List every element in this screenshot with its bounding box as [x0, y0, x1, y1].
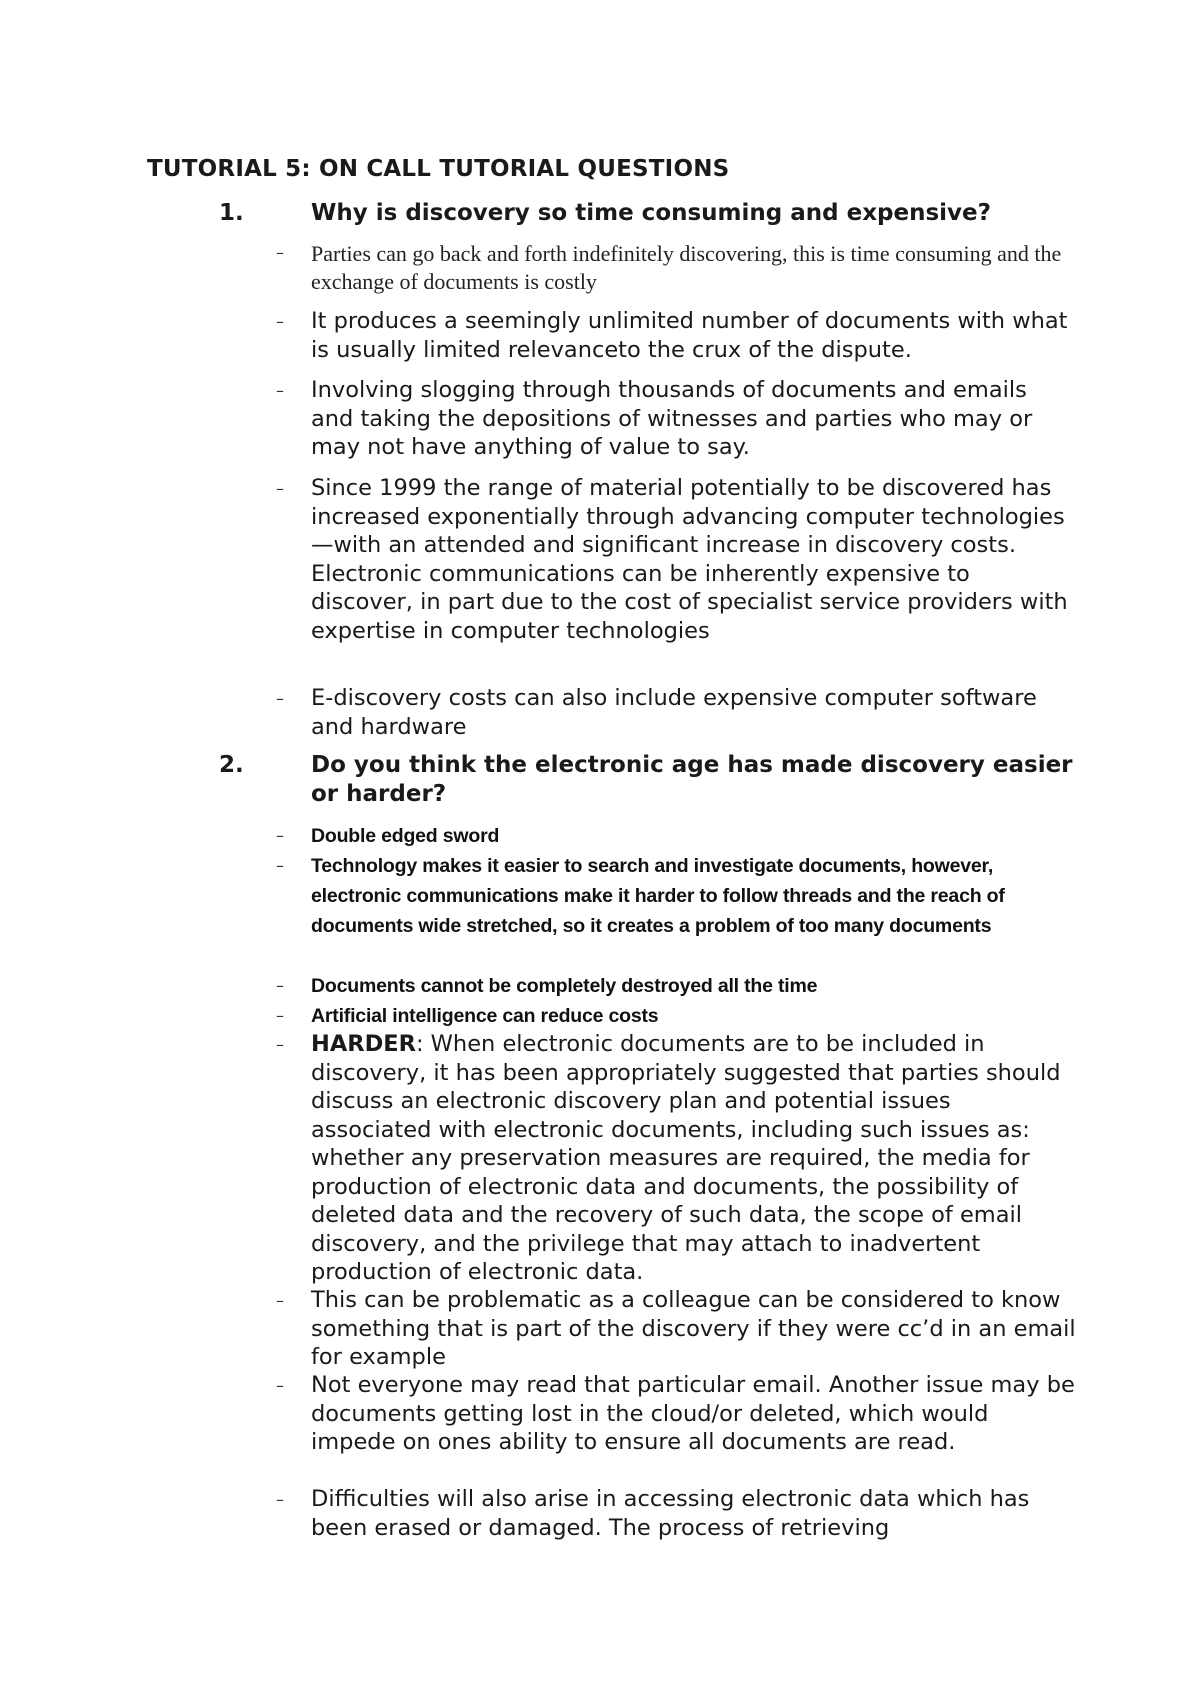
- bullet-dash: –: [276, 1006, 284, 1025]
- question-number: 1.: [219, 200, 244, 226]
- bullet-dash: –: [276, 1035, 284, 1054]
- answer-text: Technology makes it easier to search and investigate documents, however, electronic communications make it harder to follow threads and the reach of documents wide stretched, so it creates a problem of too many documents: [311, 855, 1005, 937]
- answer-text: Double edged sword: [311, 825, 500, 847]
- bullet-dash: –: [276, 976, 284, 995]
- answer-text: Involving slogging through thousands of documents and emails and taking the depositions of witnesses and parties who may or may not have anything of value to say.: [311, 377, 1033, 460]
- bullet-dash: –: [276, 312, 284, 331]
- answer-text: Artificial intelligence can reduce costs: [311, 1005, 659, 1027]
- answer-text: Documents cannot be completely destroyed all the time: [311, 975, 818, 997]
- answer-emphasis: HARDER: [311, 1031, 416, 1057]
- answer-text: This can be problematic as a colleague can be considered to know something that is part of the discovery if they were cc’d in an email for example: [311, 1287, 1076, 1370]
- bullet-dash: –: [276, 1490, 284, 1509]
- answer-text: Difficulties will also arise in accessing electronic data which has been erased or damaged. The process of retrieving: [311, 1486, 1030, 1541]
- bullet-dash: –: [276, 826, 284, 845]
- answer-text: Since 1999 the range of material potentially to be discovered has increased exponentially through advancing computer technologies—with an attended and significant increase in discovery costs. Electronic communications can be inherently expensive to discover, in part due to the cost of specialist service providers with expertise in computer technologies: [311, 475, 1068, 644]
- question-text: Why is discovery so time consuming and expensive?: [311, 200, 991, 226]
- bullet-dash: –: [276, 479, 284, 498]
- bullet-dash: –: [276, 1291, 284, 1310]
- answer-text: It produces a seemingly unlimited number of documents with what is usually limited relevanceto the crux of the dispute.: [311, 308, 1068, 363]
- answer-text: E-discovery costs can also include expensive computer software and hardware: [311, 685, 1037, 740]
- bullet-dash: –: [276, 381, 284, 400]
- bullet-dash: –: [276, 1376, 284, 1395]
- page-title: TUTORIAL 5: ON CALL TUTORIAL QUESTIONS: [147, 156, 730, 182]
- answer-text: Not everyone may read that particular email. Another issue may be documents getting lost in the cloud/or deleted, which would impede on ones ability to ensure all documents are read.: [311, 1372, 1075, 1455]
- answer-text: Parties can go back and forth indefinitely discovering, this is time consuming and the exchange of documents is costly: [311, 241, 1062, 294]
- bullet-dash: –: [276, 243, 284, 262]
- question-text: Do you think the electronic age has made discovery easier or harder?: [311, 752, 1073, 807]
- bullet-dash: –: [276, 689, 284, 708]
- answer-text: [311, 1030, 1076, 1287]
- question-number: 2.: [219, 752, 244, 778]
- answer-continuation: : When electronic documents are to be included in discovery, it has been appropriately suggested that parties should discuss an electronic discovery plan and potential issues associated with electronic documents, including such issues as: whether any preservation measures are required, the media for production of electronic data and documents, the possibility of deleted data and the recovery of such data, the scope of email discovery, and the privilege that may attach to inadvertent production of electronic data.: [311, 1031, 1061, 1285]
- bullet-dash: –: [276, 856, 284, 875]
